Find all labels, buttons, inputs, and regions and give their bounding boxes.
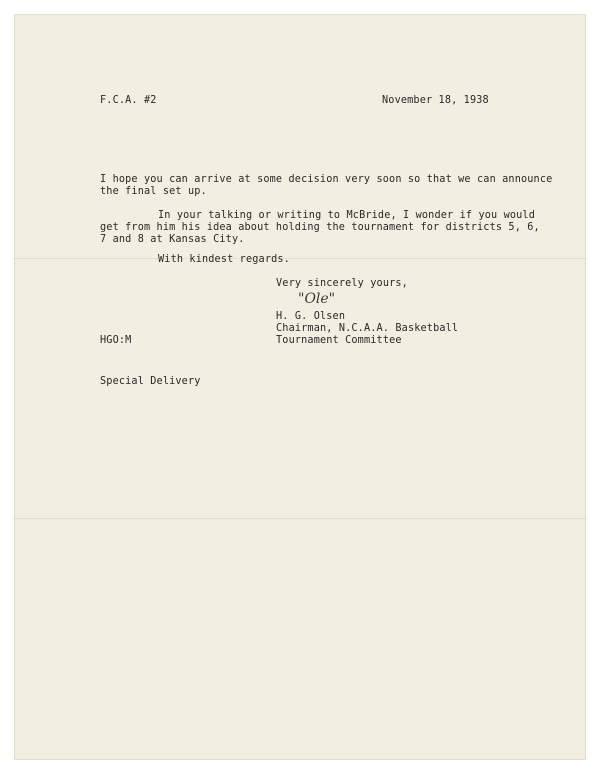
fold-line (14, 258, 586, 259)
paragraph-line: the final set up. (100, 186, 207, 197)
paragraph-line: 7 and 8 at Kansas City. (100, 234, 245, 245)
paragraph-line: In your talking or writing to McBride, I wonder if you would (158, 210, 536, 221)
paragraph-line: I hope you can arrive at some decision very soon so that we can announce (100, 174, 553, 185)
signer-name: H. G. Olsen (276, 311, 346, 322)
fold-line (14, 518, 586, 519)
regards-line: With kindest regards. (158, 254, 290, 265)
paragraph-line: get from him his idea about holding the tournament for districts 5, 6, (100, 222, 540, 233)
handwritten-signature: "Ole" (298, 291, 336, 307)
reference-code: F.C.A. #2 (100, 95, 157, 106)
letter-date: November 18, 1938 (382, 95, 489, 106)
delivery-note: Special Delivery (100, 376, 201, 387)
typist-initials: HGO:M (100, 335, 132, 346)
signer-committee: Tournament Committee (276, 335, 402, 346)
signer-title: Chairman, N.C.A.A. Basketball (276, 323, 459, 334)
closing-line: Very sincerely yours, (276, 278, 408, 289)
